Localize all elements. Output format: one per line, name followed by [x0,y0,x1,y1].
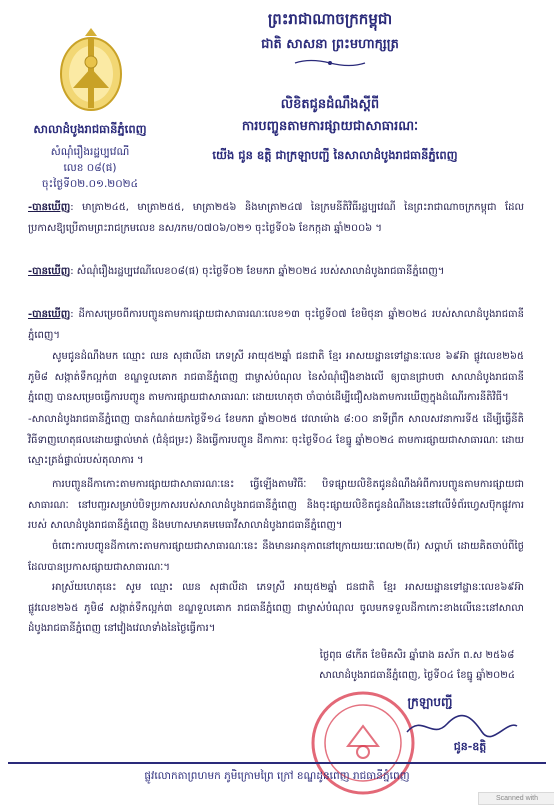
paragraph-text: ការបញ្ចូនដីកាកោះតាមការផ្សាយជាសាធារណៈនេះ ធ្វើឡើងតាមវិធីៈ បិទផ្សាយលិខិតជូនដំណឹងអំពីការបញ្ចូនតាមការផ្សាយជាសាធារណៈ នៅបញ្ជរសម្រាប់បិទប្រកាសរបស់សាលាដំបូងរាជធានីភ្នំពេញ និងចុះផ្សាយលិខិតជូនដំណឹងនេះនៅលើទំព័រហ្វេសប៊ុកផ្លូវការរបស់ សាលាដំបូងរាជធានីភ្នំពេញ និងមហាសមាគមមេធាវីសាលាដំបូងរាជធានីភ្នំពេញ។ [28,479,524,531]
paragraph-text: : ដីកាសម្រេចពីការបញ្ចូនតាមការផ្សាយជាសាធារណៈលេខ១៣ ចុះថ្ងៃទី០៧ ខែមិថុនា ឆ្នាំ២០២៤ របស់សាលាដំបូងរាជធានីភ្នំពេញ។ [28,309,524,341]
paragraph [28,537,524,578]
footer-divider [8,762,546,764]
solar-date: សាលាដំបូងរាជធានីភ្នំពេញ, ថ្ងៃទី០៤ ខែធ្នូ ឆ្នាំ២០២៤ [319,670,515,681]
scanner-watermark: Scanned with [478,792,554,805]
paragraph-lead: -បានឃើញ [28,309,71,320]
paragraph-text: អាស្រ័យហេតុនេះ សូម ឈ្មោះ ឈន សុផាលីដា ភេទស្រី អាយុ៥២ឆ្នាំ ជនជាតិ ខ្មែរ អាសយដ្ឋានទៅដ្ឋានៈលេខ៦៩អ៊ា ផ្លូវលេខ២៦៥ ភូមិ៨ សង្កាត់ទឹកល្អក់៣ ខណ្ឌទួលគោក រាជធានីភ្នំពេញ ជាម្ចាស់បំណុល ចូលមកទទួលដីកាកោះខាងលើនេះនៅសាលាដំបូងរាជធានីភ្នំពេញ នៅវៀងវេលាទាំងនៃថ្ងៃធ្វើការ។ [28,582,524,634]
paragraph-text: សូមជូនដំណឹងមក ឈ្មោះ ឈន សុផាលីដា ភេទស្រី អាយុ៥២ឆ្នាំ ជនជាតិ ខ្មែរ អាសយដ្ឋានទៅដ្ឋានៈលេខ ៦៩អ៊ា ផ្លូវលេខ២៦៥ ភូមិ៨ សង្កាត់ទឹកល្អក់៣ ខណ្ឌទួលគោក រាជធានីភ្នំពេញ ជាម្ចាស់បំណុល នៃសំណុំរឿងខាងលើ ឲ្យបានជ្រាបថា សាលាដំបូងរាជធានីភ្នំពេញ បានសម្រេចធ្វើការបញ្ចូន តាមការផ្សាយជាសាធារណៈ ដោយហេតុថា ចាំបាច់ដើម្បីជឿសងតាមការឃើញក្នុងដំណើរការនីតិវិធី។ [28,351,524,403]
ornament-divider-icon [290,58,370,68]
signature-icon [402,712,522,742]
paragraph [28,198,524,239]
paragraph [28,347,524,409]
paragraph-lead: -បានឃើញ [28,266,71,277]
lunar-date: ថ្ងៃពុធ ៨កើត ខែមិគសិរ ឆ្នាំរោង ឆស័ក ព.ស ២៥៦៨ [319,650,515,661]
court-name: សាលាដំបូងរាជធានីភ្នំពេញ [33,122,147,136]
paragraph [28,578,524,640]
paragraph-text: : សំណុំរឿងរដ្ឋប្បវេណីលេខ០៨(ផ) ចុះថ្ងៃទី០២ ខែមករា ឆ្នាំ២០២៤ របស់សាលាដំបូងរាជធានីភ្នំពេញ។ [70,266,445,277]
paragraph [28,410,524,472]
paragraph-text: -សាលាដំបូងរាជធានីភ្នំពេញ បានកំណត់យកថ្ងៃទី១៤ ខែមករា ឆ្នាំ២០២៥ វេលាម៉ោង ៨:០០ នាទីព្រឹក សាលសវនាការទី៥ ដើម្បីធ្វើនីតិវិធីទាញហេតុផលដោយផ្ទាល់មាត់ (ជំនុំជម្រះ) និងធ្វើការបញ្ចូន ដីកាការៈ ចុះថ្ងៃទី០៤ ខែធ្នូ ឆ្នាំ២០២៤ តាមការផ្សាយជាសាធារណៈ ដោយស្មោះត្រង់ផ្ទាល់របស់តុលាការ ។ [28,414,524,466]
case-date: ចុះថ្ងៃទី០២.០១.២០២៤ [41,178,139,190]
kingdom-heading: ព្រះរាជាណាចក្រកម្ពុជា [267,10,393,28]
court-emblem-icon [55,28,127,116]
paragraph-text: : មាត្រា២៤៥, មាត្រា២៥៥, មាត្រា២៥៦ និងមាត្រា២៤៧ នៃក្រមនីតិវិធីរដ្ឋប្បវេណី នៃព្រះរាជាណាចក្រកម្ពុជា ដែលប្រកាសឱ្យប្រើតាមព្រះរាជក្រមលេខ នស/រកម/០៧០៦/០២១ ចុះថ្ងៃទី០៦ ខែកក្កដា ឆ្នាំ២០០៦ ។ [28,202,524,234]
paragraph [28,262,524,283]
footer-address: ផ្លូវលោកតាព្រហមក ភូមិក្រោមព្រៃ ក្រៅ ខណ្ឌដូនពេញ រាជធានីភ្នំពេញ [144,770,410,782]
registrar-line: យើង ជូន ឧត្តិ ជាក្រឡាបញ្ជី នៃសាលាដំបូងរាជធានីភ្នំពេញ [212,148,458,162]
paragraph-text: ចំពោះការបញ្ចូនដីកាកោះតាមការផ្សាយជាសាធារណៈនេះ នឹងមានអានុភាពនៅក្រោយរយៈពេល២(ពីរ) សប្តាហ៍ ដោយគិតចាប់ពីថ្ងៃដែលបានប្រកាសផ្សាយជាសាធារណៈ។ [28,541,524,573]
document-title: លិខិតជូនដំណឹងស្តីពី [280,97,380,112]
paragraph [28,475,524,537]
paragraph-lead: -បានឃើញ [28,202,71,213]
case-type: សំណុំរឿងរដ្ឋប្បវេណី [50,146,130,158]
case-number: លេខ ០៨(ផ) [63,162,117,174]
paragraph [28,305,524,346]
signer-name: ជូន-ឧត្តិ [453,740,487,753]
national-motto: ជាតិ សាសនា ព្រះមហាក្សត្រ [261,37,399,52]
signer-title: ក្រឡាបញ្ជី [407,695,453,709]
document-subtitle: ការបញ្ចូនតាមការផ្សាយជាសាធារណៈ [241,119,419,134]
